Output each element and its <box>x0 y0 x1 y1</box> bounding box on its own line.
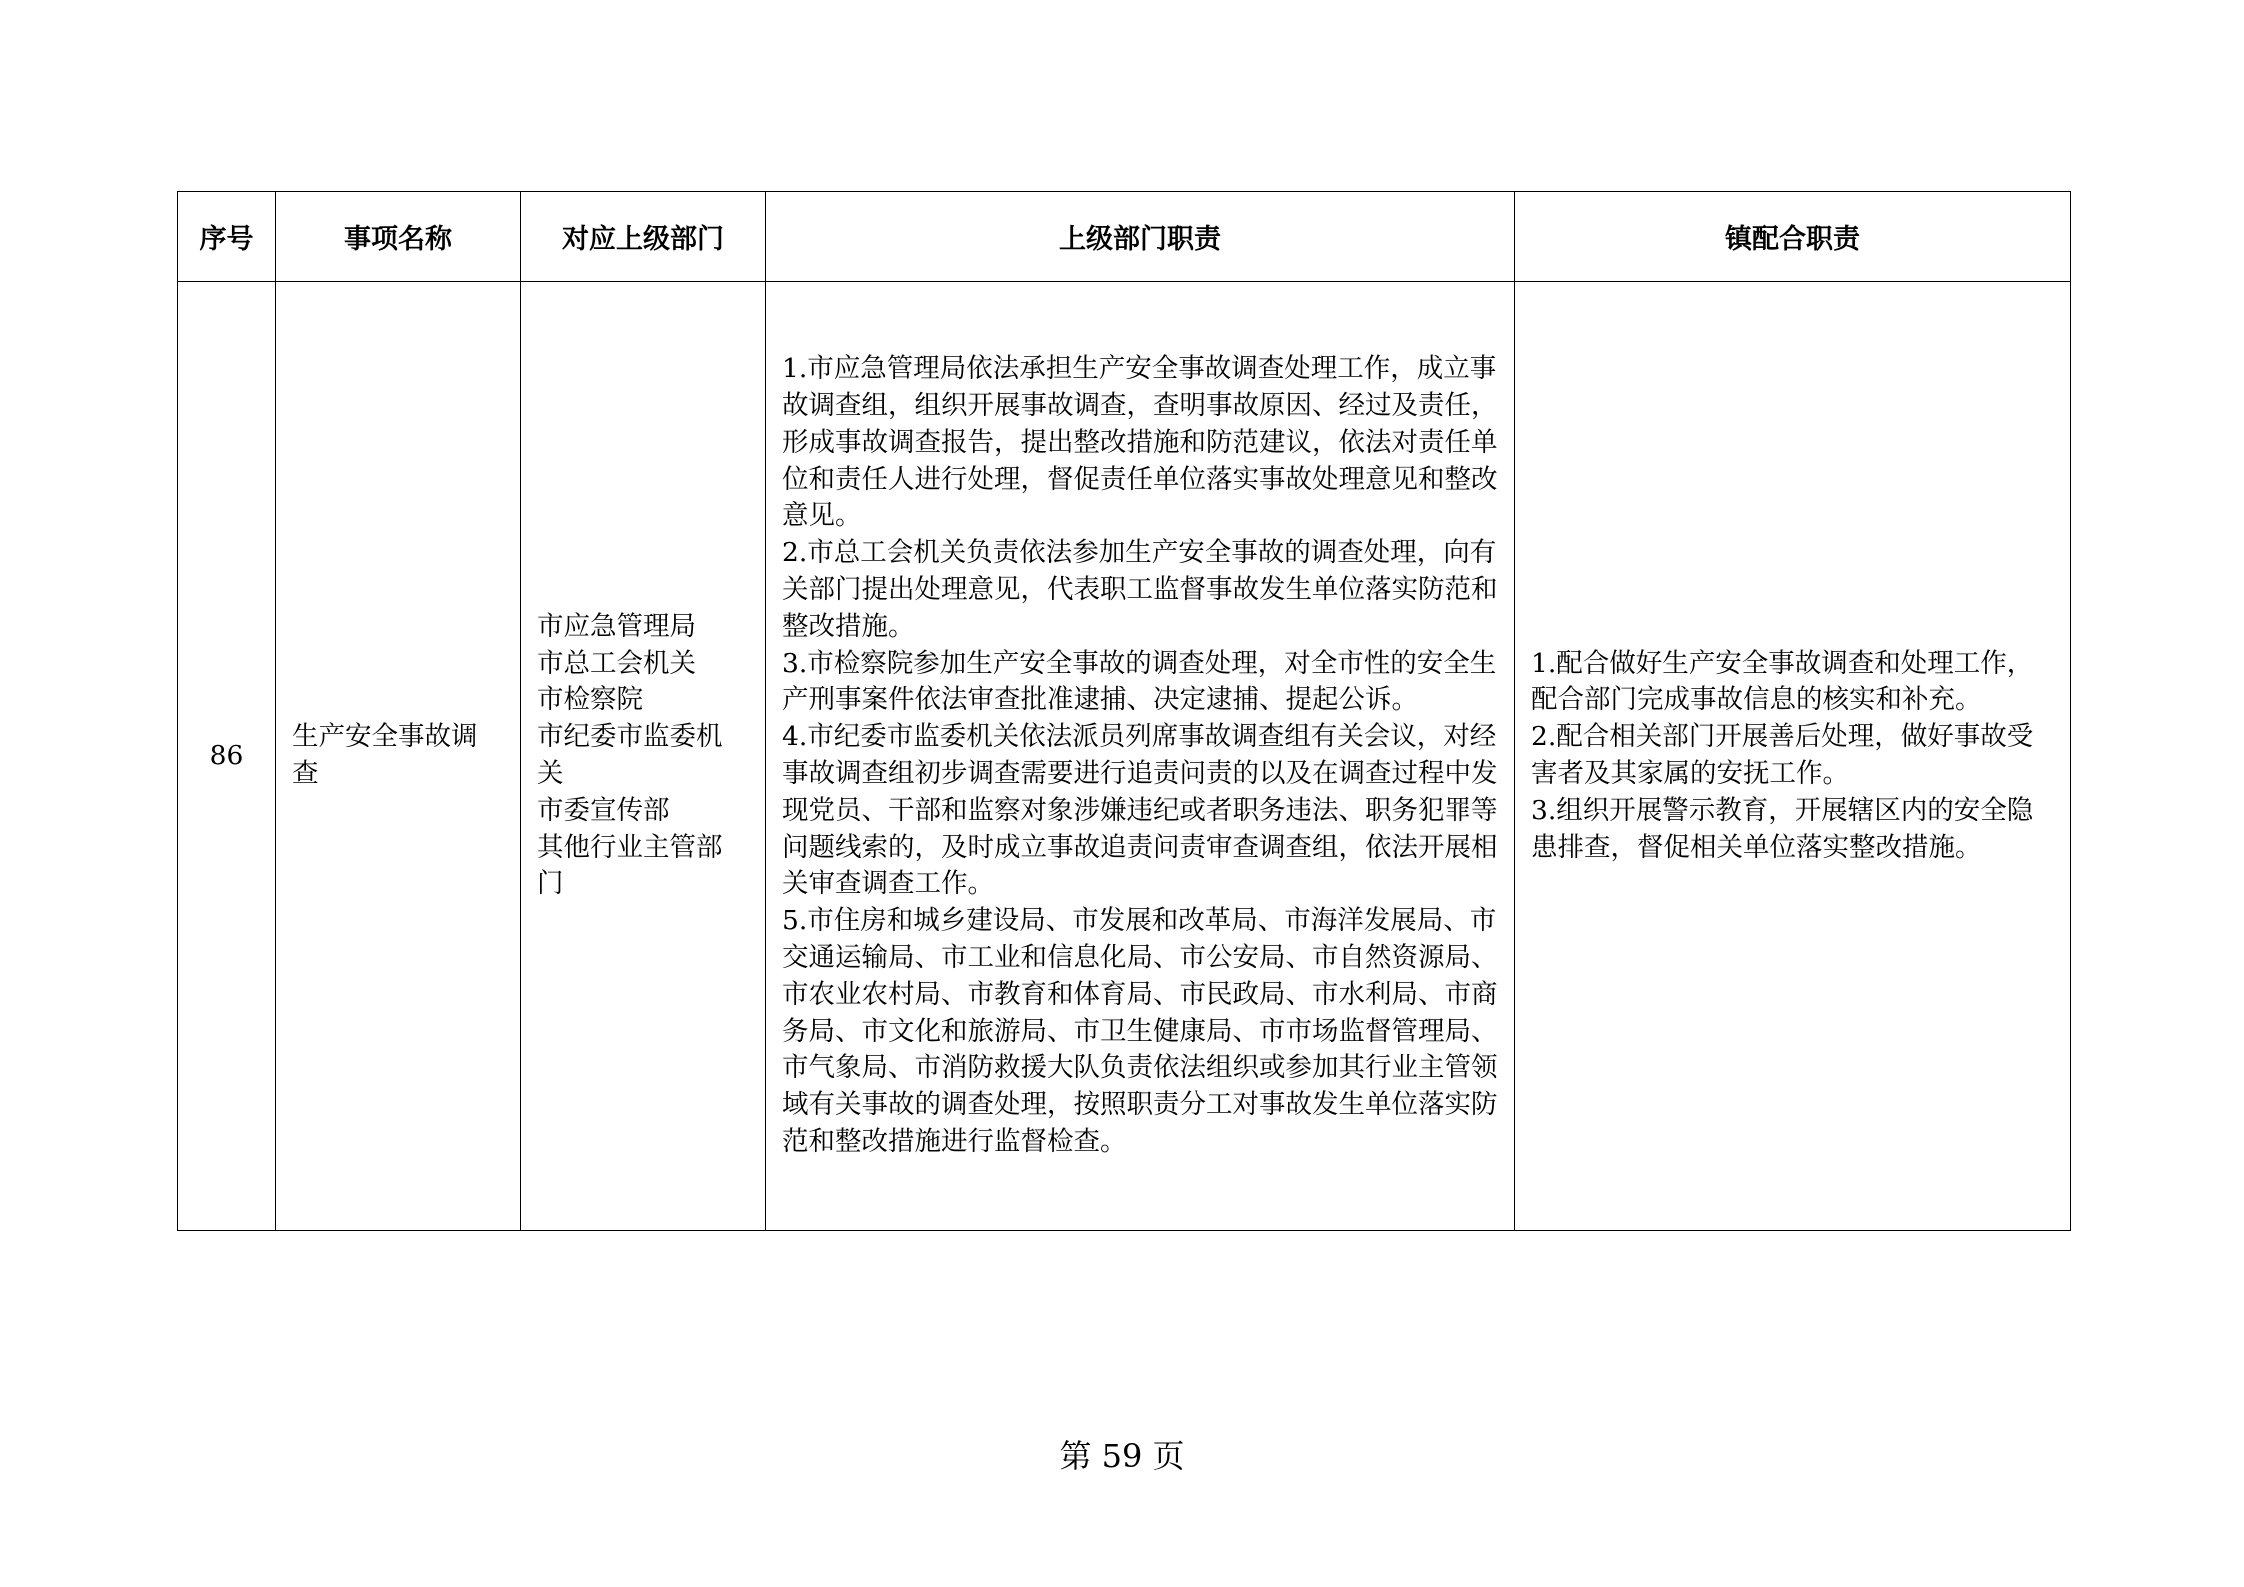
table-row <box>178 282 2071 1231</box>
dept-line: 市检察院 <box>537 684 643 716</box>
dept-line: 其他行业主管部门 <box>537 831 723 900</box>
town-duty-paragraph: 3.组织开展警示教育，开展辖区内的安全隐患排查，督促相关单位落实整改措施。 <box>1531 794 2034 863</box>
responsibility-table <box>177 191 2071 1231</box>
dept-line: 市应急管理局 <box>537 610 696 642</box>
dept-line: 市纪委市监委机关 <box>537 721 723 789</box>
cell-no: 86 <box>178 282 276 1231</box>
header-superior-duty: 上级部门职责 <box>766 192 1515 282</box>
duty-paragraph: 2.市总工会机关负责依法参加生产安全事故的调查处理，向有关部门提出处理意见，代表职工监督事故发生单位落实防范和整改措施。 <box>782 537 1498 642</box>
table-header-row <box>178 192 2071 282</box>
cell-superior-duty <box>766 282 1515 1231</box>
duty-paragraph: 4.市纪委市监委机关依法派员列席事故调查组有关会议，对经事故调查组初步调查需要进行追责问责的以及在调查过程中发现党员、干部和监察对象涉嫌违纪或者职务违法、职务犯罪等问题线索的，及时成立事故追责问责审查调查组，依法开展相关审查调查工作。 <box>782 721 1498 900</box>
duty-paragraph: 3.市检察院参加生产安全事故的调查处理，对全市性的安全生产刑事案件依法审查批准逮捕、决定逮捕、提起公诉。 <box>782 647 1497 716</box>
cell-item-name: 生产安全事故调查 <box>276 282 521 1231</box>
town-duty-paragraph: 2.配合相关部门开展善后处理，做好事故受害者及其家属的安抚工作。 <box>1531 721 2034 789</box>
dept-line: 市委宣传部 <box>537 794 670 826</box>
dept-line: 市总工会机关 <box>537 647 696 679</box>
town-duty-paragraph: 1.配合做好生产安全事故调查和处理工作，配合部门完成事故信息的核实和补充。 <box>1531 647 2034 716</box>
cell-town-duty <box>1515 282 2071 1231</box>
duty-paragraph: 1.市应急管理局依法承担生产安全事故调查处理工作，成立事故调查组，组织开展事故调查，查明事故原因、经过及责任，形成事故调查报告，提出整改措施和防范建议，依法对责任单位和责任人进行处理，督促责任单位落实事故处理意见和整改意见。 <box>782 353 1498 532</box>
header-superior-dept: 对应上级部门 <box>521 192 766 282</box>
header-town-duty: 镇配合职责 <box>1515 192 2071 282</box>
header-item-name: 事项名称 <box>276 192 521 282</box>
cell-superior-dept <box>521 282 766 1231</box>
duty-paragraph: 5.市住房和城乡建设局、市发展和改革局、市海洋发展局、市交通运输局、市工业和信息化局、市公安局、市自然资源局、市农业农村局、市教育和体育局、市民政局、市水利局、市商务局、市文化和旅游局、市卫生健康局、市市场监督管理局、市气象局、市消防救援大队负责依法组织或参加其行业主管领域有关事故的调查处理，按照职责分工对事故发生单位落实防范和整改措施进行监督检查。 <box>782 905 1498 1157</box>
page-number: 第 59 页 <box>1059 1437 1185 1475</box>
header-no: 序号 <box>178 192 276 282</box>
